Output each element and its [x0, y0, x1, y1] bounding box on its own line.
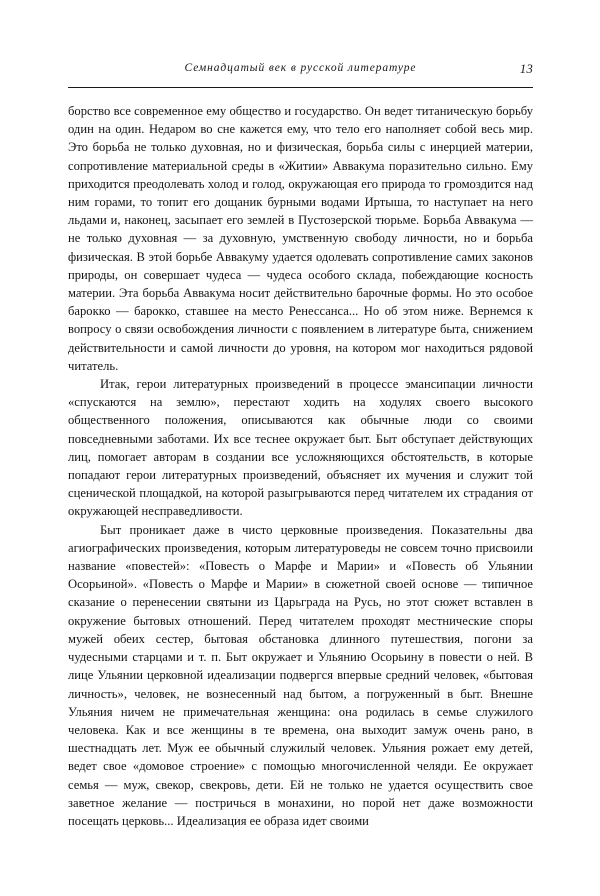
page-number: 13: [519, 62, 533, 76]
running-head: [68, 62, 533, 84]
paragraph-byt-church: Быт проникает даже в чисто церковные произведения. Показательны два агиографических произведения, которым литературоведы не совсем точно присвоили название «повестей»: «Повесть о Марфе и Марии» и «Повесть об Ульянии Осорьиной». «Повесть о Марфе и Марии» в сюжетной своей основе — типичное сказание о перенесении святыни из Царьграда на Русь, но этот сюжет вставлен в окружение бытовых отношений. Перед читателем проходят местнические споры мужей обеих сестер, бытовая обстановка длинного путешествия, погони за чудесными старцами и т. п. Быт окружает и Ульянию Осорьину в повести о ней. В лице Ульянии церковной идеализации подвергся впервые средний человек, «бытовая личность», человек, не вознесенный над бытом, а погруженный в быт. Внешне Ульяния ничем не примечательная женщина: она родилась в семье служилого человека. Как и все женщины в те времена, она выходит замуж очень рано, в шестнадцать лет. Муж ее обычный служилый человек. Ульяния рожает ему детей, ведет свое «домовое строение» с помощью многочисленной челяди. Ее окружает семья — муж, свекор, свекровь, дети. Ей не только не удается осуществить свое заветное желание — постричься в монахини, но порой нет даже возможности посещать церковь... Идеализация ее образа идет своими: [68, 522, 533, 828]
paragraph-emancipation: Итак, герои литературных произведений в процессе эмансипации личности «спускаются на землю», перестают ходить на ходулях своего высокого общественного положения, описываются как обычные люди со своими повседневными заботами. Их все теснее окружает быт. Быт обступает действующих лиц, помогает авторам в создании все усложняющихся обстоятельств, в которые попадают герои литературных произведений, объясняет их мучения и служит той сценической площадкой, на которой разыгрываются перед читателем их страдания от окружающей несправедливости.: [68, 377, 533, 519]
running-head-title: Семнадцатый век в русской литературе: [184, 62, 417, 74]
header-rule-divider: [68, 87, 533, 88]
paragraph-continued-avvakum: борство все современное ему общество и государство. Он ведет титаническую борьбу один на один. Недаром во сне кажется ему, что тело его наполняет собой весь мир. Это борьба не только духовная, но и физическая, борьба силы с инерцией материи, сопротивление материальной среды в «Житии» Аввакума поразительно сильно. Ему приходится преодолевать холод и голод, окружающая его природа то громоздится над ним горами, то топит его дощаник бурными водами Иртыша, то наступает на него льдами и, наконец, засыпает его землей в Пустозерской тюрьме. Борьба Аввакума — не только духовная — за духовную, умственную свободу личности, но и борьба физическая. В этой борьбе Аввакуму удается одолевать сопротивление самих законов природы, он совершает чудеса — чудеса особого склада, побеждающие косность материи. Эта борьба Аввакума носит действительно барочные формы. Но это особое барокко — барокко, ставшее на место Ренессанса... Но об этом ниже. Вернемся к вопросу о связи освобождения личности с появлением в литературе быта, снижением действительности и самой личности до уровня, на котором мог находиться рядовой читатель.: [68, 104, 533, 373]
page-content-area: [68, 62, 533, 830]
body-text-block: [68, 102, 533, 830]
